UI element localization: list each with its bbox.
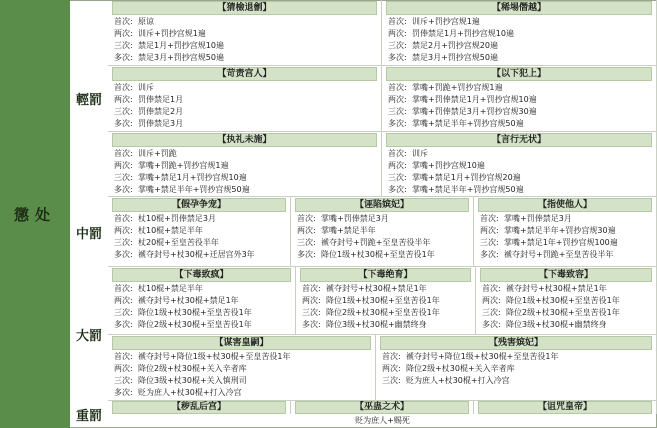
rule-line: 三次: 降位2级+杖30棍+至皇苦役1年	[482, 308, 620, 317]
rule-line: 首次: 掌嘴+罚俸禁足3月	[480, 214, 572, 223]
rule-card	[108, 401, 291, 414]
rule-line: 三次: 贬为庶人+杖30棍+打入冷宫	[382, 376, 510, 385]
rule-line: 三次: 掌嘴+禁足1月+罚抄宫规20遍	[388, 173, 521, 182]
rule-line: 首次: 训斥+罚跪	[114, 149, 177, 158]
rule-title: 【巫蛊之术】	[295, 401, 469, 414]
rule-card	[476, 267, 657, 335]
rule-line: 首次: 训斥	[388, 149, 428, 158]
rules-grid	[108, 0, 657, 428]
rule-line: 三次: 掌嘴+禁足1年+罚抄宫规100遍	[480, 238, 618, 247]
level-light-label: 輕罰	[75, 93, 102, 108]
rule-line: 两次: 掌嘴+罚跪+罚抄宫规1遍	[114, 161, 229, 170]
rule-title: 【诅咒皇帝】	[478, 401, 652, 414]
rule-title: 【假孕争宠】	[112, 198, 286, 212]
main-category-label: 懲处	[0, 0, 70, 428]
rule-card	[296, 267, 476, 335]
rule-line: 两次: 罚俸禁足1月	[114, 95, 184, 104]
rule-title: 【下毒致疯】	[112, 268, 291, 282]
rule-card	[291, 197, 474, 267]
rule-line: 两次: 掌嘴+罚俸禁足1月+罚抄宫规10遍	[388, 95, 537, 104]
rule-line: 首次: 训斥+罚抄宫规1遍	[388, 17, 480, 26]
rule-line: 两次: 掌嘴+禁足半年	[297, 226, 376, 235]
rule-title: 【以下犯上】	[386, 67, 652, 81]
rule-card	[108, 335, 376, 401]
rule-line: 三次: 罚俸禁足2月	[114, 107, 184, 116]
rule-title: 【执礼未施】	[112, 133, 377, 147]
rule-line: 首次: 训斥	[114, 83, 154, 92]
rule-line: 首次: 褫夺封号+杖30棍+禁足1年	[482, 284, 607, 293]
rule-line: 多次: 降位3级+杖30棍+幽禁终身	[302, 320, 427, 329]
rule-card	[108, 197, 291, 267]
rule-title: 【秽乱后宫】	[112, 401, 286, 414]
rule-line: 两次: 降位1级+杖30棍+至皇苦役1年	[482, 296, 620, 305]
rule-line: 两次: 掌嘴+罚抄宫规10遍	[388, 161, 485, 170]
rule-line: 多次: 罚俸禁足3月	[114, 119, 184, 128]
rule-line: 多次: 掌嘴+禁足半年+罚抄宫规50遍	[114, 185, 250, 194]
rule-card	[382, 0, 657, 66]
rule-line: 两次: 降位2级+杖30棍+关入辛者库	[114, 364, 247, 373]
rule-line: 多次: 褫夺封号+罚跪+至皇苦役半年	[480, 250, 614, 259]
rule-line: 多次: 褫夺封号+杖30棍+迁居宫外3年	[114, 250, 255, 259]
rule-line: 首次: 掌嘴+罚俸禁足3月	[297, 214, 389, 223]
rule-line: 首次: 杖10棍+罚俸禁足3月	[114, 214, 216, 223]
level-medium-label: 中罰	[75, 226, 102, 242]
rule-line: 三次: 降位2级+杖30棍+至皇苦役1年	[302, 308, 440, 317]
rule-line: 两次: 训斥+罚抄宫规1遍	[114, 29, 206, 38]
rule-card	[291, 401, 474, 414]
rule-line: 多次: 降位2级+杖30棍+至皇苦役1年	[114, 320, 252, 329]
rule-card	[108, 0, 382, 66]
rule-line: 两次: 杖10棍+禁足半年	[114, 226, 203, 235]
rule-line: 两次: 掌嘴+禁足半年+罚抄宫规30遍	[480, 226, 616, 235]
rule-line: 多次: 降位3级+杖30棍+幽禁终身	[482, 320, 607, 329]
rule-line: 三次: 掌嘴+罚俸禁足3月+罚抄宫规30遍	[388, 107, 537, 116]
rule-title: 【谋害皇嗣】	[112, 336, 371, 350]
rule-title: 【言行无状】	[386, 133, 652, 147]
rule-line: 三次: 降位1级+杖30棍+至皇苦役1年	[114, 308, 252, 317]
rule-line: 两次: 降位2级+杖30棍+关入辛者库	[382, 364, 515, 373]
rule-title: 【指使他人】	[478, 198, 652, 212]
rule-title: 【下毒致容】	[480, 268, 652, 282]
rule-line: 多次: 禁足3月+罚抄宫规50遍	[114, 53, 224, 62]
rule-card	[376, 335, 657, 401]
rule-line: 三次: 褫夺封号+罚跪+至皇苦役半年	[297, 238, 431, 247]
level-heavy-label: 大罰	[75, 328, 102, 344]
rule-title: 【诬陷嫔妃】	[295, 198, 469, 212]
rule-line: 三次: 掌嘴+禁足1月+罚抄宫规10遍	[114, 173, 247, 182]
rule-line: 三次: 禁足2月+罚抄宫规20遍	[388, 41, 498, 50]
rule-line: 多次: 降位1级+杖30棍+至皇苦役1年	[297, 250, 435, 259]
rule-title: 【苛责宫人】	[112, 67, 377, 81]
rule-title: 【下毒绝育】	[300, 268, 471, 282]
rule-line: 首次: 杖10棍+禁足半年	[114, 284, 203, 293]
rule-line: 三次: 禁足1月+罚抄宫规10遍	[114, 41, 224, 50]
rule-card	[474, 197, 657, 267]
rule-card	[108, 132, 382, 197]
rule-line: 三次: 杖20棍+至皇苦役半年	[114, 238, 219, 247]
rule-line: 两次: 降位1级+杖30棍+至皇苦役1年	[302, 296, 440, 305]
rule-card	[382, 66, 657, 132]
rule-card	[108, 267, 296, 335]
rule-line: 多次: 掌嘴+禁足半年+罚抄宫规50遍	[388, 119, 524, 128]
rule-line: 多次: 掌嘴+禁足半年+罚抄宫规50遍	[388, 185, 524, 194]
rule-line: 首次: 褫夺封号+杖30棍+禁足1年	[302, 284, 427, 293]
rule-card	[108, 66, 382, 132]
rule-line: 多次: 贬为庶人+杖30棍+打入冷宫	[114, 388, 242, 397]
rule-line: 三次: 降位3级+杖30棍+关入慎刑司	[114, 376, 247, 385]
rule-line: 首次: 褫夺封号+降位1级+杖30棍+至皇苦役1年	[114, 352, 291, 361]
rule-line: 多次: 禁足3月+罚抄宫规50遍	[388, 53, 498, 62]
rule-line: 两次: 褫夺封号+杖30棍+禁足1年	[114, 296, 239, 305]
rule-line: 首次: 掌嘴+罚跪+罚抄宫规1遍	[388, 83, 503, 92]
rule-title: 【稀埸僭越】	[386, 1, 652, 15]
rule-card	[382, 132, 657, 197]
severe-punishment-text: 贬为庶人+赐死	[355, 416, 410, 425]
rule-card	[474, 401, 657, 414]
rule-line: 首次: 原谅	[114, 17, 154, 26]
rule-title: 【残害嫔妃】	[380, 336, 652, 350]
level-severe-label: 重罰	[75, 409, 102, 424]
rule-title: 【猜檢退劊】	[112, 1, 377, 15]
rule-line: 首次: 褫夺封号+降位1级+杖30棍+至皇苦役1年	[382, 352, 559, 361]
rule-line: 两次: 罚俸禁足1月+罚抄宫规10遍	[388, 29, 514, 38]
